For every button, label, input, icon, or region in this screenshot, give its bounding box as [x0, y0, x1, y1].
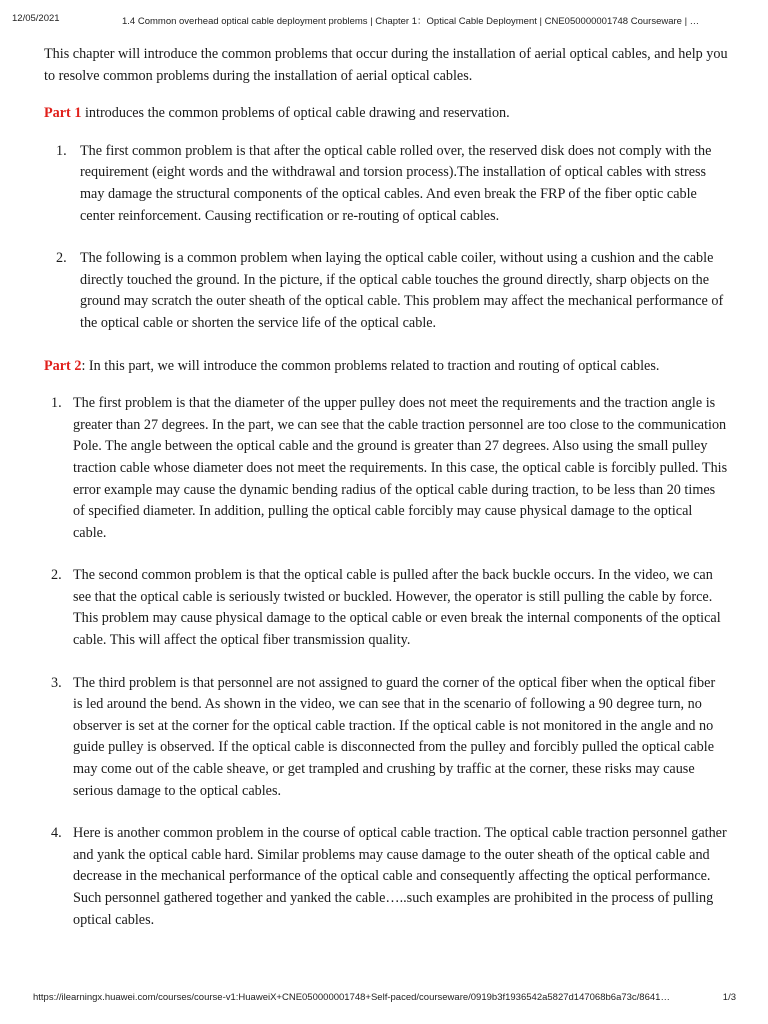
list-item-text: The following is a common problem when laying the optical cable coiler, without using a cushion and the cable directly touched the ground. In the picture, if the optical cable touches the ground directly, sharp objects on the ground may scratch the outer sheath of the optical cable. This problem may affect the mechanical performance of the optical cable or shorten the service life of the optical cable. [80, 250, 724, 331]
list-item [44, 141, 728, 227]
list-item [44, 673, 728, 803]
list-item-text: Here is another common problem in the course of optical cable traction. The optical cable traction personnel gather and yank the optical cable hard. Similar problems may cause damage to the outer sheath of the optical cable and decrease in the mechanical performance of the optical cable and consequently affecting the optical performance. Such personnel gathered together and yanked the cable…..such examples are prohibited in the process of pulling optical cables. [73, 825, 727, 928]
part1-list [44, 141, 728, 335]
intro-paragraph: This chapter will introduce the common problems that occur during the installation of aerial optical cables, and help you to resolve common problems during the installation of aerial optical cables. [44, 46, 728, 84]
part1-text: introduces the common problems of optical cable drawing and reservation. [81, 105, 510, 122]
list-item-text: The first problem is that the diameter of the upper pulley does not meet the requirements and the traction angle is greater than 27 degrees. In the part, we can see that the cable traction personnel are too close to the communication Pole. The angle between the optical cable and the ground is greater than 27 degrees. Also using the small pulley traction cable whose diameter does not meet the requirements. In this case, the optical cable is forcibly pulled. This error example may cause the dynamic bending radius of the optical cable during traction, to be less than 20 times of specified diameter. In addition, pulling the optical cable forcibly may cause physical damage to the optical cable. [73, 395, 728, 541]
part2-text: : In this part, we will introduce the common problems related to traction and routing of optical cables. [81, 357, 660, 374]
list-item-text: The first common problem is that after the optical cable rolled over, the reserved disk does not comply with the requirement (eight words and the withdrawal and torsion process).The installation of optical cables with stress may damage the structural components of the optical cables. And even break the FRP of the fiber optic cable center reinforcement. Causing rectification or re-routing of optical cables. [80, 142, 712, 224]
print-footer [0, 992, 768, 1012]
list-item [44, 823, 728, 931]
part1-label: Part 1 [44, 105, 82, 122]
list-number: 3. [51, 674, 62, 691]
list-number: 1. [56, 142, 67, 159]
list-number: 2. [51, 567, 62, 584]
list-item-text: The second common problem is that the optical cable is pulled after the back buckle occurs. In the video, we can see that the optical cable is seriously twisted or buckled. However, the operator is still pulling the cable by force. This problem may cause physical damage to the optical cable or even break the internal components of the optical cable. This will affect the optical fiber transmission quality. [73, 567, 721, 649]
list-item [44, 565, 728, 651]
list-item-text: The third problem is that personnel are not assigned to guard the corner of the optical fiber when the optical fiber is led around the bend. As shown in the video, we can see that in the scenario of following a 90 degree turn, no observer is set at the corner for the optical cable traction. If the optical cable is not monitored in the angle and no guide pulley is observed. If the optical cable is disconnected from the pulley and forcibly pulled the optical cable may come out of the cable sheave, or get trampled and crushing by traffic at the corner, these risks may cause serious damage to the optical cables. [73, 674, 716, 799]
list-number: 1. [51, 395, 62, 412]
print-date: 12/05/2021 [12, 13, 60, 24]
list-item [44, 393, 728, 544]
list-number: 4. [51, 825, 62, 842]
part1-heading [44, 103, 728, 125]
page-number: 1/3 [722, 992, 736, 1003]
part2-list [44, 393, 728, 931]
print-header [0, 0, 768, 28]
list-item [44, 248, 728, 334]
part2-heading [44, 356, 728, 378]
page-url-link[interactable]: https://ilearningx.huawei.com/courses/course-v1:HuaweiX+CNE050000001748+Self-paced/courseware/0919b3f1936542a5827d147068b6a73c/8641… [33, 992, 670, 1003]
page-title: 1.4 Common overhead optical cable deployment problems | Chapter 1：Optical Cable Deployment | CNE050000001748 Courseware | … [122, 16, 700, 27]
part2-label: Part 2 [44, 357, 82, 374]
list-number: 2. [56, 250, 67, 267]
chapter-content [44, 44, 728, 952]
